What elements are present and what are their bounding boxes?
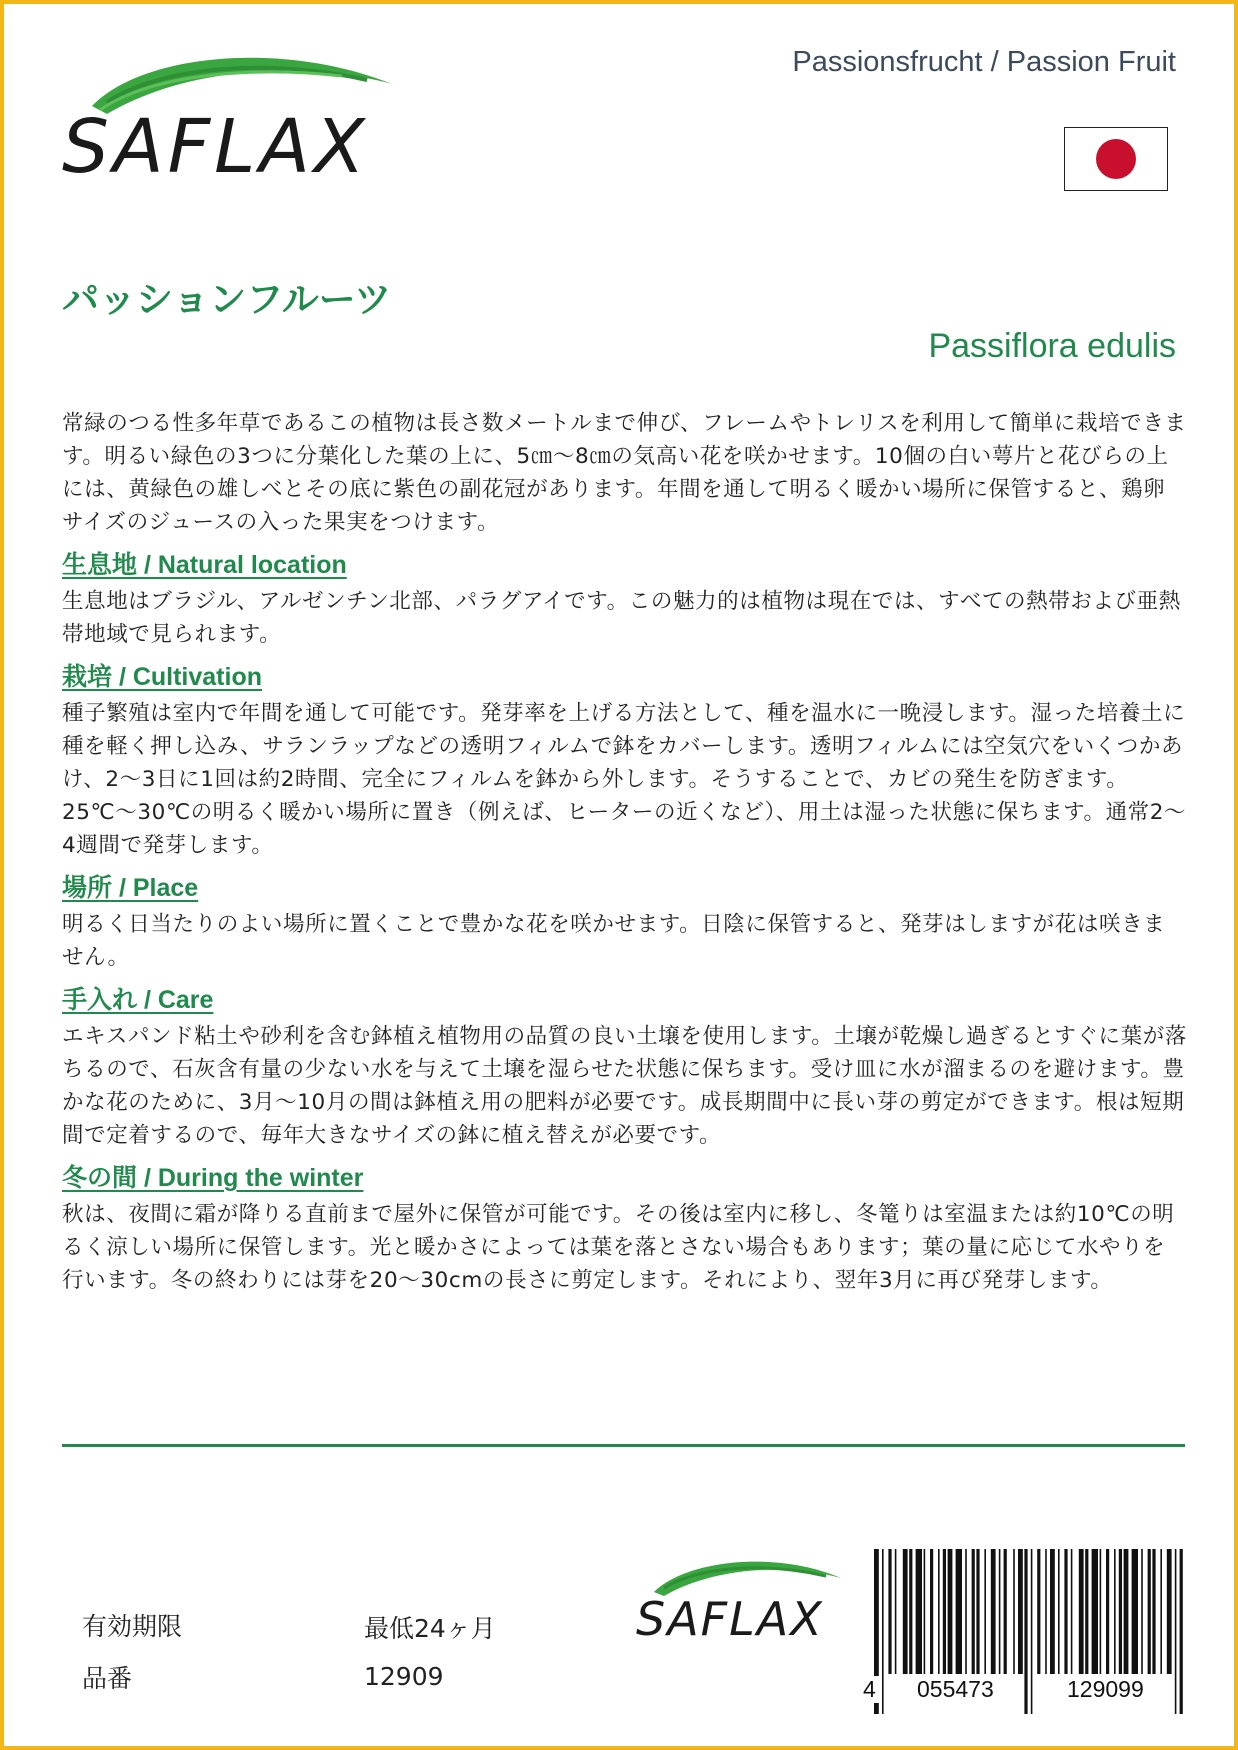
section-natural-location bbox=[62, 549, 1187, 651]
latin-name: Passiflora edulis bbox=[928, 327, 1176, 365]
barcode-right-digits: 129099 bbox=[1064, 1676, 1147, 1703]
item-number-label: 品番 bbox=[82, 1664, 133, 1693]
barcode-bar bbox=[1119, 1549, 1122, 1674]
brand-wordmark: SAFLAX bbox=[636, 1592, 824, 1646]
section-care bbox=[62, 984, 1187, 1152]
section-text: 生息地はブラジル、アルゼンチン北部、パラグアイです。この魅力的は植物は現在では、すべての熱帯および亜熱帯地域で見られます。 bbox=[62, 589, 1181, 647]
barcode-bar bbox=[916, 1549, 922, 1674]
barcode-bar bbox=[1058, 1549, 1060, 1674]
japanese-title: パッションフルーツ bbox=[62, 278, 392, 321]
product-title-header: Passionsfrucht / Passion Fruit bbox=[792, 46, 1176, 78]
expiry-label: 有効期限 bbox=[82, 1612, 183, 1641]
barcode-bar bbox=[930, 1549, 933, 1674]
barcode-bar bbox=[1100, 1549, 1102, 1674]
description-body bbox=[62, 407, 1187, 1307]
barcode-bar bbox=[1004, 1549, 1007, 1674]
section-place bbox=[62, 872, 1187, 974]
barcode-bar bbox=[1167, 1549, 1172, 1674]
barcode-bar bbox=[1045, 1549, 1047, 1674]
barcode-bar bbox=[903, 1549, 908, 1674]
barcode-bar bbox=[976, 1549, 979, 1674]
section-heading: 手入れ / Care bbox=[62, 986, 214, 1014]
barcode-bar bbox=[882, 1549, 884, 1714]
section-winter bbox=[62, 1162, 1187, 1297]
section-heading: 生息地 / Natural location bbox=[62, 551, 347, 579]
section-text: 秋は、夜間に霜が降りる直前まで屋外に保管が可能です。その後は室内に移し、冬篭りは室温または約10℃の明るく涼しい場所に保管します。光と暖かさによっては葉を落とさない場合もあります；葉の量に応じて水やりを行います。冬の終わりには芽を20〜30cmの長さに剪定します。それにより、翌年3月に再び発芽します。 bbox=[62, 1202, 1175, 1293]
section-text: 明るく日当たりのよい場所に置くことで豊かな花を咲かせます。日陰に保管すると、発芽はしますが花は咲きません。 bbox=[62, 912, 1166, 970]
barcode-left-digits: 055473 bbox=[914, 1676, 997, 1703]
saflax-logo bbox=[62, 44, 402, 214]
barcode-bar bbox=[1124, 1549, 1129, 1674]
barcode-bar bbox=[972, 1549, 975, 1674]
section-heading: 栽培 / Cultivation bbox=[62, 663, 263, 691]
barcode-bar bbox=[984, 1549, 986, 1674]
barcode-bar bbox=[956, 1549, 962, 1674]
barcode-lead-digit: 4 bbox=[860, 1676, 879, 1703]
barcode-bar bbox=[1018, 1549, 1023, 1674]
barcode-bar bbox=[1037, 1549, 1040, 1674]
barcode-bar bbox=[1180, 1549, 1183, 1714]
barcode-bar bbox=[909, 1549, 912, 1674]
section-text: エキスパンド粘土や砂利を含む鉢植え植物用の品質の良い土壌を使用します。土壌が乾燥し過ぎるとすぐに葉が落ちるので、石灰含有量の少ない水を与えて土壌を湿らせた状態に保ちます。受け皿に水が溜まるのを避けます。豊かな花のために、3月～10月の間は鉢植え用の肥料が必要です。成長期間中に長い芽の剪定ができます。根は短期間で定着するので、毎年大きなサイズの鉢に植え替えが必要です。 bbox=[62, 1024, 1187, 1148]
section-heading: 場所 / Place bbox=[62, 874, 199, 902]
brand-wordmark: SAFLAX bbox=[62, 104, 369, 190]
barcode-bar bbox=[1085, 1549, 1088, 1674]
item-number-value: 12909 bbox=[364, 1662, 444, 1691]
japan-flag-icon bbox=[1064, 127, 1168, 191]
barcode-bar bbox=[1106, 1549, 1109, 1674]
barcode-bar bbox=[991, 1549, 996, 1674]
barcode-bar bbox=[938, 1549, 940, 1674]
barcode-bar bbox=[1031, 1549, 1033, 1714]
barcode-bar bbox=[948, 1549, 953, 1674]
section-heading: 冬の間 / During the winter bbox=[62, 1164, 364, 1192]
barcode-bar bbox=[1024, 1549, 1027, 1714]
expiry-value: 最低24ヶ月 bbox=[364, 1614, 496, 1643]
barcode-bar bbox=[999, 1549, 1001, 1674]
barcode-bar bbox=[965, 1549, 967, 1674]
saflax-logo-small bbox=[636, 1552, 846, 1652]
section-cultivation bbox=[62, 661, 1187, 862]
barcode-bar bbox=[1132, 1549, 1138, 1674]
barcode-bar bbox=[1152, 1549, 1155, 1674]
barcode-bar bbox=[1064, 1549, 1067, 1674]
barcode-bar bbox=[943, 1549, 946, 1674]
intro-paragraph: 常緑のつる性多年草であるこの植物は長さ数メートルまで伸び、フレームやトレリスを利用して簡単に栽培できます。明るい緑色の3つに分葉化した葉の上に、5㎝～8㎝の気高い花を咲かせます。10個の白い萼片と花びらの上には、黄緑色の雄しべとその底に紫色の副花冠があります。年間を通して明るく暖かい場所に保管すると、鶏卵サイズのジュースの入った果実をつけます。 bbox=[62, 411, 1187, 535]
barcode-bar bbox=[1092, 1549, 1098, 1674]
barcode-bar bbox=[1114, 1549, 1116, 1674]
barcode-bar bbox=[895, 1549, 897, 1674]
footer-divider bbox=[62, 1444, 1185, 1447]
barcode-bar bbox=[1141, 1549, 1143, 1674]
barcode-bar bbox=[1071, 1549, 1073, 1674]
barcode-bar bbox=[888, 1549, 891, 1674]
section-text: 種子繁殖は室内で年間を通して可能です。発芽率を上げる方法として、種を温水に一晩浸します。湿った培養土に種を軽く押し込み、サランラップなどの透明フィルムで鉢をカバーします。透明フィルムには空気穴をいくつかあけ、2～3日に1回は約2時間、完全にフィルムを鉢から外します。そうすることで、カビの発生を防ぎます。25℃〜30℃の明るく暖かい場所に置き（例えば、ヒーターの近くなど）、用土は湿った状態に保ちます。通常2～4週間で発芽します。 bbox=[62, 701, 1187, 858]
barcode-bar bbox=[1160, 1549, 1162, 1674]
barcode-bar bbox=[1050, 1549, 1055, 1674]
barcode-bar bbox=[1175, 1549, 1177, 1714]
barcode-bar bbox=[1013, 1549, 1015, 1674]
flag-red-disc bbox=[1096, 139, 1136, 179]
barcode-bar bbox=[1079, 1549, 1084, 1674]
barcode-bar bbox=[924, 1549, 926, 1674]
barcode-bar bbox=[1148, 1549, 1151, 1674]
